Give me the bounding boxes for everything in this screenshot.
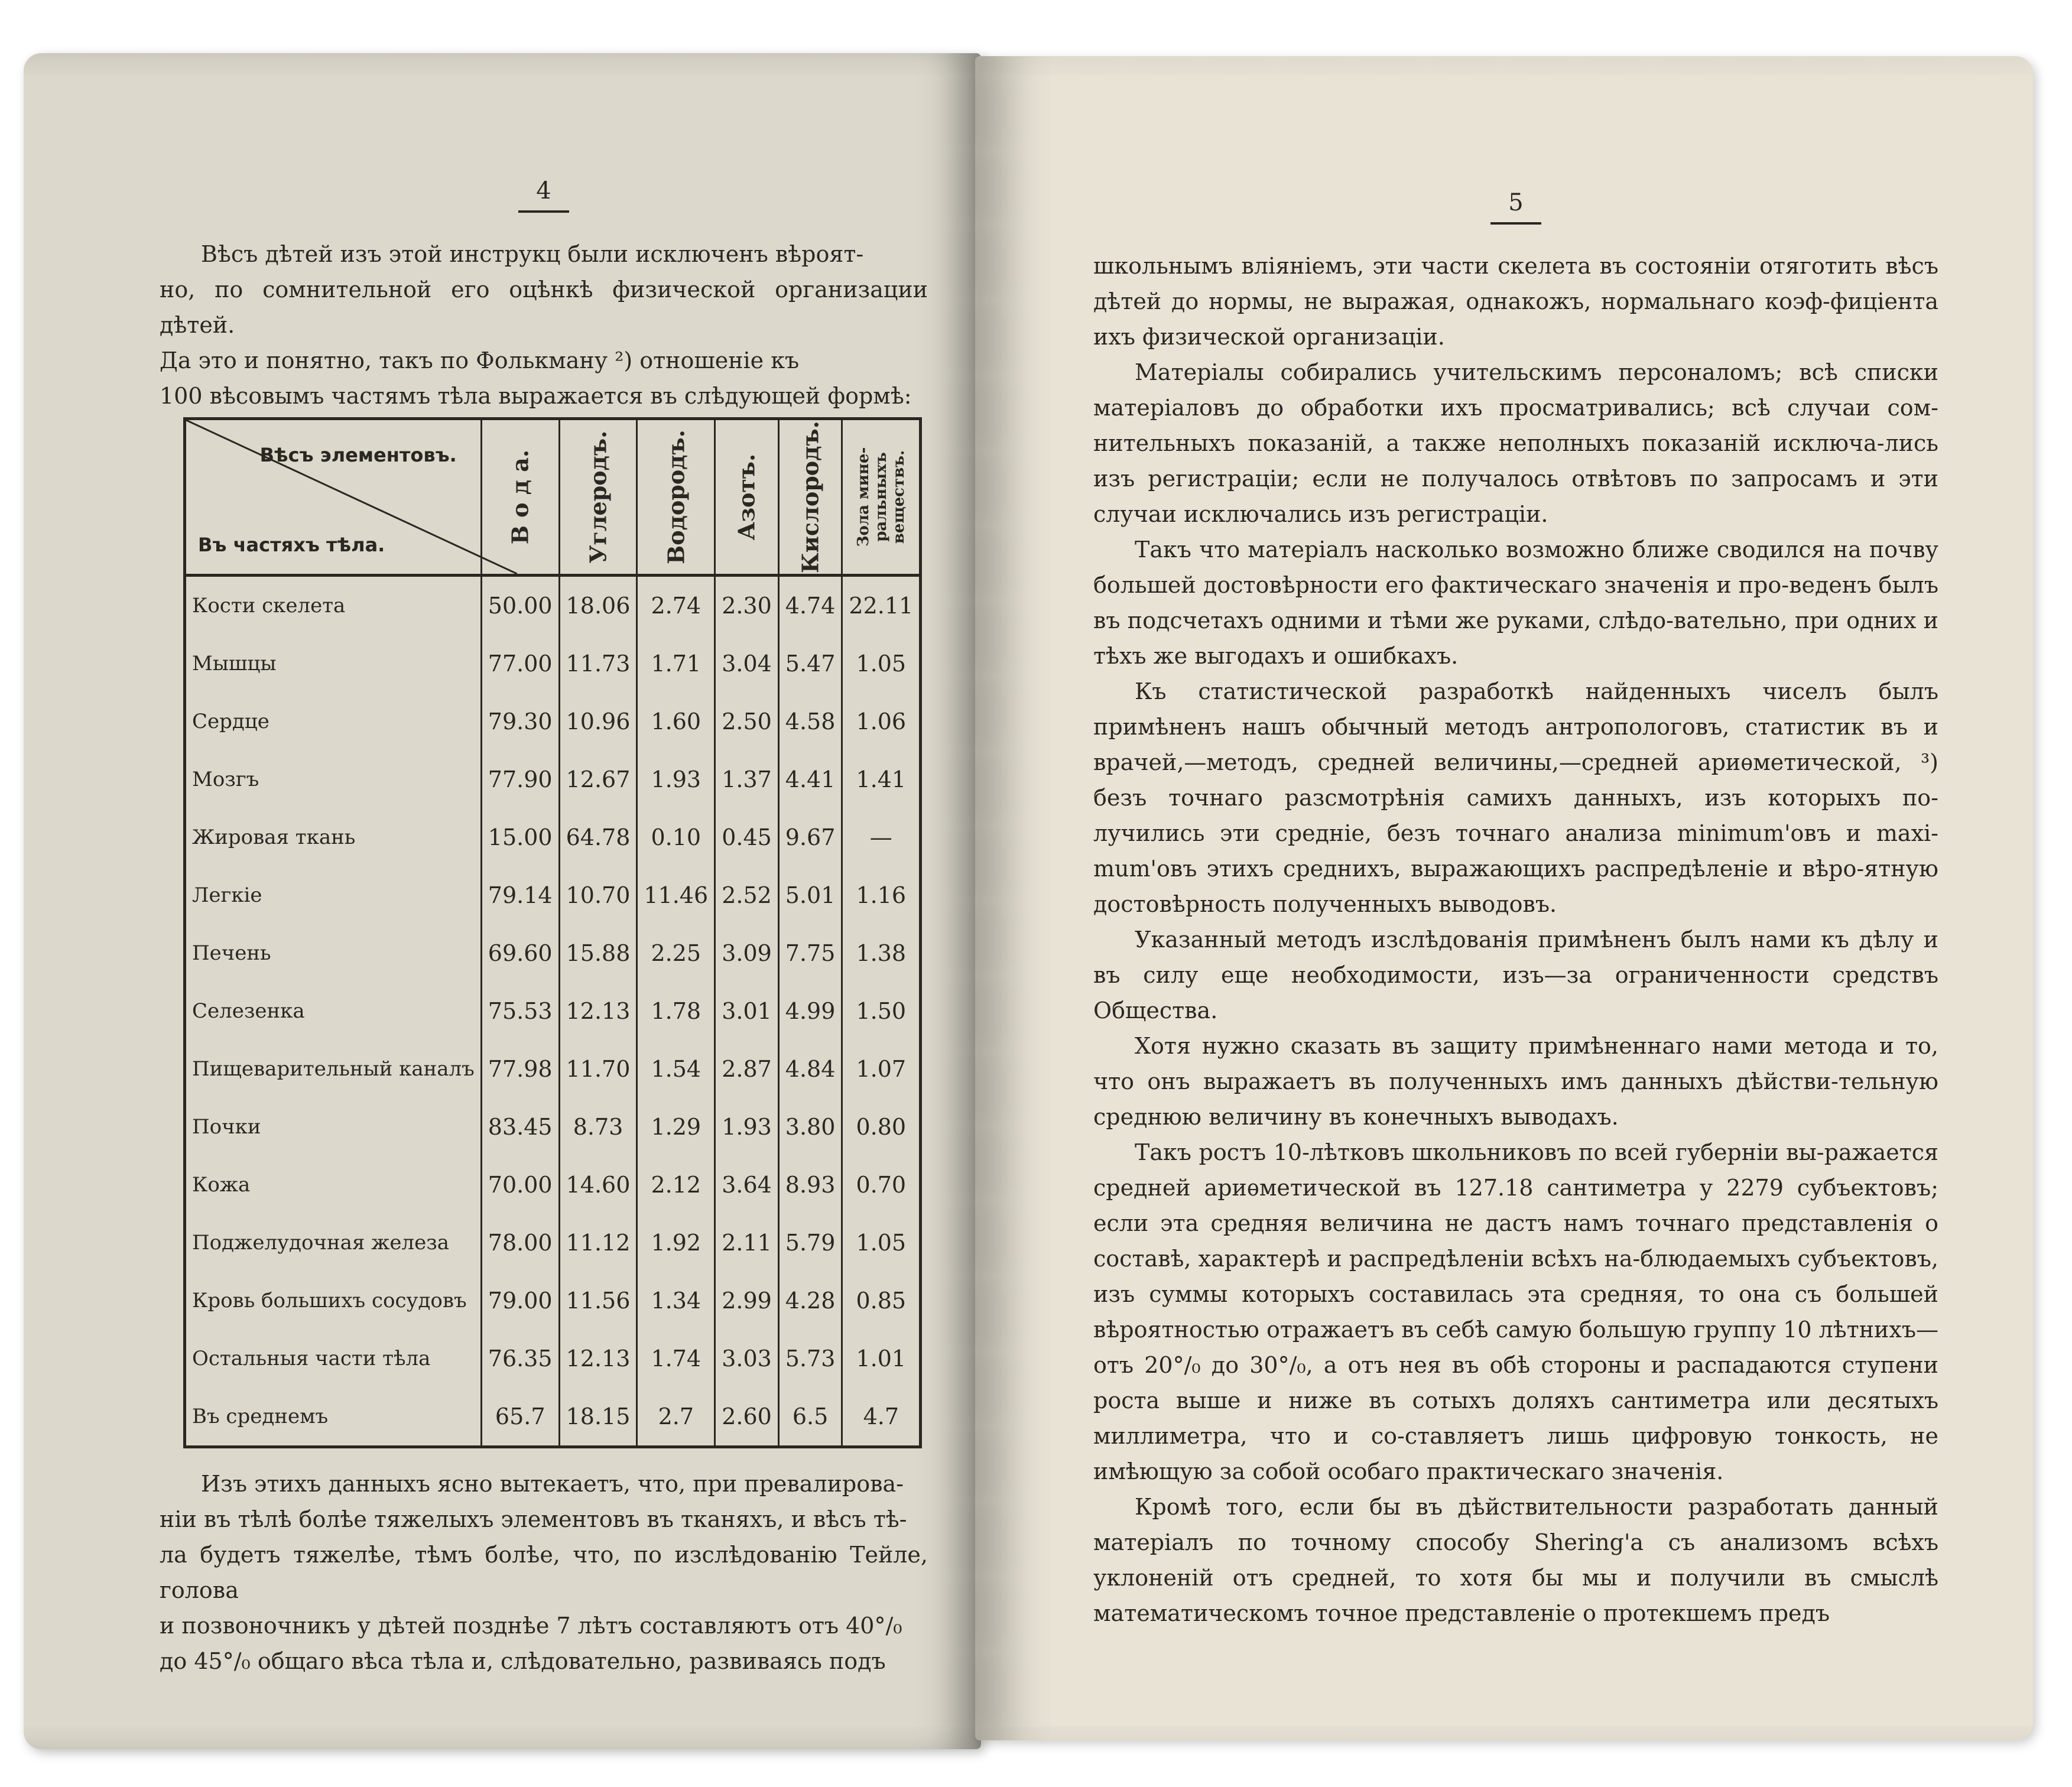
body-paragraph: школьнымъ вліяніемъ, эти части скелета въ состояніи отяготить вѣсъ дѣтей до нормы, не выражая, однакожъ, нормальнаго коэф-фиціента ихъ физической организаціи. bbox=[1093, 253, 1938, 350]
table-row bbox=[185, 1330, 921, 1388]
table-cell: 1.78 bbox=[637, 982, 715, 1040]
table-cell: 4.7 bbox=[842, 1388, 921, 1447]
table-cell: 3.04 bbox=[715, 635, 779, 693]
intro-line: 100 вѣсовымъ частямъ тѣла выражается въ слѣдующей формѣ: bbox=[160, 383, 912, 409]
table-cell: 6.5 bbox=[778, 1388, 842, 1447]
table-cell: 9.67 bbox=[778, 808, 842, 866]
table-cell: 0.45 bbox=[715, 808, 779, 866]
table-cell: 1.71 bbox=[637, 635, 715, 693]
table-cell: 4.58 bbox=[778, 693, 842, 750]
table-cell: 10.96 bbox=[559, 693, 637, 750]
table-cell: 1.74 bbox=[637, 1330, 715, 1388]
table-cell: 76.35 bbox=[481, 1330, 559, 1388]
table-row bbox=[185, 808, 921, 866]
col-header-carbon: Углеродъ. bbox=[559, 419, 637, 576]
table-cell: 1.05 bbox=[842, 635, 921, 693]
table-cell: 1.50 bbox=[842, 982, 921, 1040]
table-cell: 65.7 bbox=[481, 1388, 559, 1447]
table-cell: 18.15 bbox=[559, 1388, 637, 1447]
table-cell: 11.46 bbox=[637, 866, 715, 924]
table-cell: 0.10 bbox=[637, 808, 715, 866]
body-paragraph: Указанный методъ изслѣдованія примѣненъ былъ нами къ дѣлу и въ силу еще необходимости, изъ—за ограниченности средствъ Общества. bbox=[1093, 927, 1938, 1024]
row-label: Кожа bbox=[185, 1156, 482, 1214]
table-cell: 18.06 bbox=[559, 576, 637, 635]
table-row bbox=[185, 982, 921, 1040]
table-cell: 3.80 bbox=[778, 1098, 842, 1156]
row-label: Печень bbox=[185, 924, 482, 982]
row-label: Сердце bbox=[185, 693, 482, 750]
table-cell: 1.60 bbox=[637, 693, 715, 750]
col-header-nitrogen: Азотъ. bbox=[715, 419, 779, 576]
table-cell: 77.00 bbox=[481, 635, 559, 693]
table-cell: 1.29 bbox=[637, 1098, 715, 1156]
page-number-left bbox=[160, 177, 928, 213]
table-cell: 1.34 bbox=[637, 1272, 715, 1330]
table-row bbox=[185, 576, 921, 635]
row-label: Селезенка bbox=[185, 982, 482, 1040]
table-cell: 5.73 bbox=[778, 1330, 842, 1388]
page-number-right bbox=[1093, 189, 1938, 225]
table-cell: 1.01 bbox=[842, 1330, 921, 1388]
intro-line: но, по сомнительной его оцѣнкѣ физической организации дѣтей. bbox=[160, 277, 928, 338]
table-cell: 4.99 bbox=[778, 982, 842, 1040]
table-cell: 69.60 bbox=[481, 924, 559, 982]
body-paragraph: Такъ что матеріалъ насколько возможно ближе сводился на почву большей достовѣрности его фактическаго значенія и про-веденъ былъ въ подсчетахъ одними и тѣми же руками, слѣдо-вательно, при одних и тѣхъ же выгодахъ и ошибкахъ. bbox=[1093, 537, 1938, 669]
table-cell: 11.12 bbox=[559, 1214, 637, 1272]
table-cell: 8.73 bbox=[559, 1098, 637, 1156]
col-header-oxygen: Кислородъ. bbox=[778, 419, 842, 576]
body-paragraph: Кромѣ того, если бы въ дѣйствительности разработать данный матеріалъ по точному способу Shering'a съ анализомъ всѣхъ уклоненій отъ средней, то хотя бы мы и получили въ смыслѣ математическомъ точное представленіе о протекшемъ предъ bbox=[1093, 1494, 1938, 1626]
table-cell: 2.50 bbox=[715, 693, 779, 750]
table-row bbox=[185, 693, 921, 750]
table-row bbox=[185, 1388, 921, 1447]
table-cell: 4.41 bbox=[778, 750, 842, 808]
table-cell: 0.70 bbox=[842, 1156, 921, 1214]
table-row bbox=[185, 866, 921, 924]
table-row bbox=[185, 1156, 921, 1214]
body-paragraph: Къ статистической разработкѣ найденныхъ чиселъ былъ примѣненъ нашъ обычный методъ антропологовъ, статистик въ и врачей,—методъ, средней величины,—средней ариѳметической, ³) безъ точнаго разсмотрѣнія самихъ данныхъ, изъ которыхъ по-лучились эти средніе, безъ точнаго анализа minimum'овъ и maxi-mum'овъ этихъ среднихъ, выражающихъ распредѣленіе и вѣро-ятную достовѣрность полученныхъ выводовъ. bbox=[1093, 678, 1938, 917]
table-cell: 14.60 bbox=[559, 1156, 637, 1214]
table-cell: 79.14 bbox=[481, 866, 559, 924]
table-cell: 3.03 bbox=[715, 1330, 779, 1388]
table-row bbox=[185, 1214, 921, 1272]
table-cell: 79.30 bbox=[481, 693, 559, 750]
right-page bbox=[975, 56, 2033, 1740]
table-cell: 75.53 bbox=[481, 982, 559, 1040]
after-table-line: до 45°/₀ общаго вѣса тѣла и, слѣдовательно, развиваясь подъ bbox=[160, 1648, 886, 1674]
table-cell: 3.64 bbox=[715, 1156, 779, 1214]
row-label: Кровь большихъ сосудовъ bbox=[185, 1272, 482, 1330]
composition-table bbox=[183, 417, 922, 1448]
row-label: Почки bbox=[185, 1098, 482, 1156]
table-cell: 3.09 bbox=[715, 924, 779, 982]
table-cell: 12.67 bbox=[559, 750, 637, 808]
table-cell: 2.12 bbox=[637, 1156, 715, 1214]
row-label: Жировая ткань bbox=[185, 808, 482, 866]
table-cell: 1.38 bbox=[842, 924, 921, 982]
table-cell: 2.74 bbox=[637, 576, 715, 635]
page-number-right-text: 5 bbox=[1490, 189, 1541, 225]
table-cell: 5.01 bbox=[778, 866, 842, 924]
col-header-hydrogen: Водородъ. bbox=[637, 419, 715, 576]
table-cell: 11.73 bbox=[559, 635, 637, 693]
table-row bbox=[185, 1098, 921, 1156]
table-cell: 77.90 bbox=[481, 750, 559, 808]
table-cell: 79.00 bbox=[481, 1272, 559, 1330]
table-row bbox=[185, 1040, 921, 1098]
col-header-ash: Зола мине-ральныхъ веществъ. bbox=[842, 419, 921, 576]
table-cell: 1.41 bbox=[842, 750, 921, 808]
table-cell: 2.7 bbox=[637, 1388, 715, 1447]
table-cell: 8.93 bbox=[778, 1156, 842, 1214]
body-paragraph: Такъ ростъ 10-лѣтковъ школьниковъ по всей губерніи вы-ражается средней ариѳметической въ 127.18 сантиметра у 2279 субъектовъ; если эта средняя величина не дастъ намъ точнаго представленія о составѣ, характерѣ и распредѣленіи всѣхъ на-блюдаемыхъ субъектовъ, изъ суммы которыхъ составилась эта средняя, то она съ большей вѣроятностью отражаетъ въ себѣ самую большую группу 10 лѣтнихъ—отъ 20°/₀ до 30°/₀, а отъ нея въ обѣ стороны и распадаются ступени роста выше и ниже въ сотыхъ доляхъ сантиметра или десятыхъ миллиметра, что и со-ставляетъ лишь цифровую тонкость, не имѣющую за собой особаго практическаго значенія. bbox=[1093, 1139, 1938, 1484]
table-row bbox=[185, 750, 921, 808]
body-paragraph: Матеріалы собирались учительскимъ персоналомъ; всѣ списки матеріаловъ до обработки ихъ просматривались; всѣ случаи сом-нительныхъ показаній, а также неполныхъ показаній исключа-лись изъ регистраціи; если не получалось отвѣтовъ по запросамъ и эти случаи исключались изъ регистраціи. bbox=[1093, 359, 1938, 527]
table-cell: 70.00 bbox=[481, 1156, 559, 1214]
after-table-line: и позвоночникъ у дѣтей позднѣе 7 лѣтъ составляютъ отъ 40°/₀ bbox=[160, 1613, 902, 1639]
after-table-paragraph bbox=[160, 1466, 928, 1679]
table-cell: 1.06 bbox=[842, 693, 921, 750]
table-cell: 1.93 bbox=[715, 1098, 779, 1156]
table-cell: 1.16 bbox=[842, 866, 921, 924]
table-cell: 15.00 bbox=[481, 808, 559, 866]
table-cell: 1.05 bbox=[842, 1214, 921, 1272]
table-cell: 50.00 bbox=[481, 576, 559, 635]
row-label: Въ среднемъ bbox=[185, 1388, 482, 1447]
row-label: Остальныя части тѣла bbox=[185, 1330, 482, 1388]
table-cell: 83.45 bbox=[481, 1098, 559, 1156]
after-table-line: ла будетъ тяжелѣе, тѣмъ болѣе, что, по изслѣдованію Тейле, голова bbox=[160, 1542, 928, 1603]
table-cell: 2.99 bbox=[715, 1272, 779, 1330]
table-body bbox=[185, 576, 921, 1447]
table-cell: 15.88 bbox=[559, 924, 637, 982]
table-cell: 1.54 bbox=[637, 1040, 715, 1098]
table-cell: 2.11 bbox=[715, 1214, 779, 1272]
table-cell: 2.25 bbox=[637, 924, 715, 982]
row-label: Поджелудочная железа bbox=[185, 1214, 482, 1272]
right-page-body bbox=[1093, 248, 1938, 1631]
col-header-water: В о д а. bbox=[481, 419, 559, 576]
table-cell: 0.85 bbox=[842, 1272, 921, 1330]
after-table-line: Изъ этихъ данныхъ ясно вытекаетъ, что, при превалирова- bbox=[201, 1471, 904, 1497]
corner-bottom-label: Въ частяхъ тѣла. bbox=[198, 534, 385, 556]
corner-top-label: Вѣсъ элементовъ. bbox=[259, 444, 457, 466]
table-cell: 12.13 bbox=[559, 1330, 637, 1388]
table-cell: 4.84 bbox=[778, 1040, 842, 1098]
table-cell: 4.74 bbox=[778, 576, 842, 635]
after-table-line: ніи въ тѣлѣ болѣе тяжелыхъ элементовъ въ тканяхъ, и вѣсъ тѣ- bbox=[160, 1506, 907, 1532]
table-cell: 1.93 bbox=[637, 750, 715, 808]
table-cell: 1.92 bbox=[637, 1214, 715, 1272]
row-label: Мышцы bbox=[185, 635, 482, 693]
table-corner-header bbox=[185, 419, 482, 576]
left-page bbox=[24, 53, 981, 1749]
table-cell: 5.47 bbox=[778, 635, 842, 693]
table-cell: 2.52 bbox=[715, 866, 779, 924]
intro-paragraph bbox=[160, 236, 928, 414]
table-cell: 11.70 bbox=[559, 1040, 637, 1098]
page-number-left-text: 4 bbox=[518, 177, 569, 213]
table-cell: 2.30 bbox=[715, 576, 779, 635]
table-row bbox=[185, 924, 921, 982]
intro-line: Да это и понятно, такъ по Фолькману ²) отношеніе къ bbox=[160, 347, 800, 373]
table-cell: — bbox=[842, 808, 921, 866]
table-cell: 12.13 bbox=[559, 982, 637, 1040]
table-row bbox=[185, 635, 921, 693]
table-cell: 4.28 bbox=[778, 1272, 842, 1330]
table-cell: 11.56 bbox=[559, 1272, 637, 1330]
table-cell: 2.60 bbox=[715, 1388, 779, 1447]
table-cell: 0.80 bbox=[842, 1098, 921, 1156]
intro-line: Вѣсъ дѣтей изъ этой инструкц были исключенъ вѣроят- bbox=[201, 241, 864, 267]
table-cell: 22.11 bbox=[842, 576, 921, 635]
row-label: Кости скелета bbox=[185, 576, 482, 635]
table-cell: 3.01 bbox=[715, 982, 779, 1040]
table-cell: 64.78 bbox=[559, 808, 637, 866]
table-cell: 2.87 bbox=[715, 1040, 779, 1098]
row-label: Легкіе bbox=[185, 866, 482, 924]
table-cell: 1.07 bbox=[842, 1040, 921, 1098]
table-cell: 5.79 bbox=[778, 1214, 842, 1272]
table-cell: 77.98 bbox=[481, 1040, 559, 1098]
table-cell: 10.70 bbox=[559, 866, 637, 924]
table-cell: 78.00 bbox=[481, 1214, 559, 1272]
table-cell: 1.37 bbox=[715, 750, 779, 808]
row-label: Мозгъ bbox=[185, 750, 482, 808]
row-label: Пищеварительный каналъ bbox=[185, 1040, 482, 1098]
table-row bbox=[185, 1272, 921, 1330]
table-cell: 7.75 bbox=[778, 924, 842, 982]
body-paragraph: Хотя нужно сказать въ защиту примѣненнаго нами метода и то, что онъ выражаетъ въ полученныхъ имъ данныхъ дѣйстви-тельную среднюю величину въ конечныхъ выводахъ. bbox=[1093, 1033, 1938, 1130]
